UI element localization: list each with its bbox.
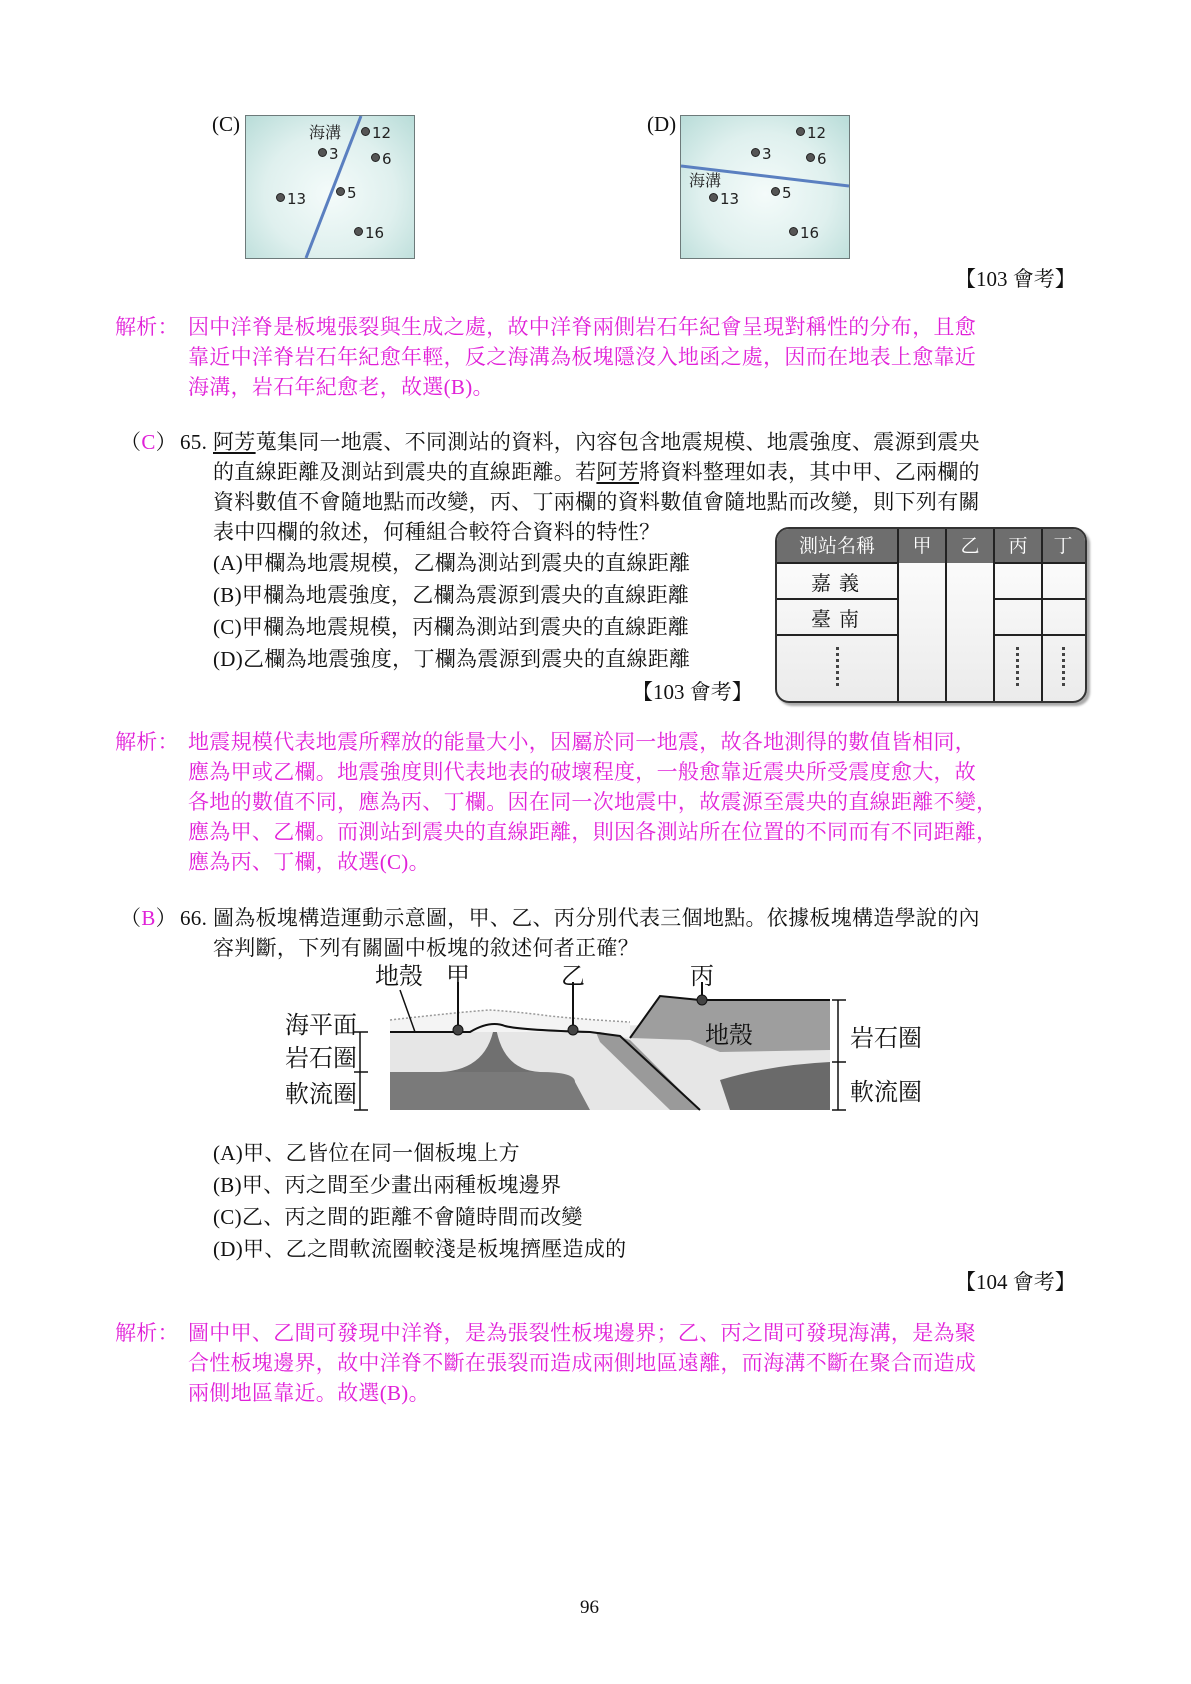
question-text: 蒐集同一地震、不同測站的資料，內容包含地震規模、地震強度、震源到震央 bbox=[255, 430, 980, 454]
bracket-open: （ bbox=[120, 906, 142, 930]
option-b: (B)甲、丙之間至少畫出兩種板塊邊界 bbox=[213, 1173, 562, 1197]
point-5: 5 bbox=[336, 184, 357, 202]
label-continental-crust: 地殼 bbox=[705, 1021, 753, 1049]
label-sea-level: 海平面 bbox=[285, 1011, 357, 1039]
label-lithosphere-right: 岩石圈 bbox=[850, 1024, 922, 1052]
answer-letter: C bbox=[141, 430, 156, 454]
option-c: (C)甲欄為地震規模，丙欄為測站到震央的直線距離 bbox=[213, 615, 690, 639]
point-6: 6 bbox=[371, 150, 392, 168]
point-3: 3 bbox=[751, 145, 772, 163]
explanation-prefix: 解析： bbox=[115, 730, 179, 754]
point-13: 13 bbox=[709, 190, 739, 208]
row-divider bbox=[993, 634, 1085, 636]
header-jia: 甲 bbox=[912, 535, 932, 557]
question-line: 容判斷，下列有關圖中板塊的敘述何者正確？ bbox=[213, 936, 639, 960]
point-3: 3 bbox=[318, 145, 339, 163]
option-c: (C)乙、丙之間的距離不會隨時間而改變 bbox=[213, 1205, 583, 1229]
answer-bracket bbox=[120, 427, 177, 457]
column-divider bbox=[945, 529, 947, 701]
option-d-label: (D) bbox=[647, 112, 677, 136]
question-text: 的直線距離及測站到震央的直線距離。若 bbox=[213, 460, 597, 484]
label-asthenosphere-right: 軟流圈 bbox=[850, 1078, 922, 1106]
row-station-tainan: 臺南 bbox=[811, 607, 867, 631]
source-tag: 【103 會考】 bbox=[632, 680, 753, 704]
row-divider bbox=[777, 562, 897, 564]
question-line bbox=[213, 457, 980, 487]
explanation-line: 應為丙、丁欄，故選(C)。 bbox=[188, 850, 430, 874]
question-line: 圖為板塊構造運動示意圖，甲、乙、丙分別代表三個地點。依據板塊構造學說的內 bbox=[213, 906, 980, 930]
explanation-line: 海溝，岩石年紀愈老，故選(B)。 bbox=[188, 375, 494, 399]
option-a: (A)甲、乙皆位在同一個板塊上方 bbox=[213, 1141, 520, 1165]
point-6: 6 bbox=[806, 150, 827, 168]
explanation-prefix: 解析： bbox=[115, 1321, 179, 1345]
explanation-line: 兩側地區靠近。故選(B)。 bbox=[188, 1381, 430, 1405]
header-ding: 丁 bbox=[1053, 535, 1073, 557]
explanation-prefix: 解析： bbox=[115, 315, 179, 339]
bracket-close: ） bbox=[155, 430, 177, 454]
station-table bbox=[775, 527, 1087, 703]
option-c-label: (C) bbox=[212, 112, 240, 136]
explanation-line: 靠近中洋脊岩石年紀愈年輕，反之海溝為板塊隱沒入地函之處，因而在地表上愈靠近 bbox=[188, 345, 977, 369]
option-d: (D)乙欄為地震強度，丁欄為震源到震央的直線距離 bbox=[213, 647, 691, 671]
column-divider bbox=[993, 529, 995, 701]
person-name: 阿芳 bbox=[596, 460, 640, 484]
person-name: 阿芳 bbox=[213, 430, 256, 454]
plate-tectonics-diagram bbox=[285, 960, 922, 1120]
point-12: 12 bbox=[361, 124, 391, 142]
source-tag: 【103 會考】 bbox=[955, 267, 1076, 291]
answer-letter: B bbox=[141, 906, 156, 930]
bracket-close: ） bbox=[155, 906, 177, 930]
option-a: (A)甲欄為地震規模，乙欄為測站到震央的直線距離 bbox=[213, 551, 691, 575]
explanation-line: 地震規模代表地震所釋放的能量大小，因屬於同一地震，故各地測得的數值皆相同， bbox=[188, 730, 977, 754]
trench-label: 海溝 bbox=[689, 171, 722, 190]
label-point-yi: 乙 bbox=[561, 962, 585, 990]
source-tag: 【104 會考】 bbox=[955, 1270, 1076, 1294]
explanation-line: 因中洋脊是板塊張裂與生成之處，故中洋脊兩側岩石年紀會呈現對稱性的分布，且愈 bbox=[188, 315, 977, 339]
column-divider bbox=[1041, 529, 1043, 701]
explanation-line: 合性板塊邊界，故中洋脊不斷在張裂而造成兩側地區遠離，而海溝不斷在聚合而造成 bbox=[188, 1351, 977, 1375]
explanation-line: 應為甲、乙欄。而測站到震央的直線距離，則因各測站所在位置的不同而有不同距離， bbox=[188, 820, 998, 844]
row-divider bbox=[777, 598, 897, 600]
label-asthenosphere: 軟流圈 bbox=[285, 1080, 357, 1108]
option-b: (B)甲欄為地震強度，乙欄為震源到震央的直線距離 bbox=[213, 583, 690, 607]
question-number: 66. bbox=[180, 906, 208, 930]
explanation-line: 應為甲或乙欄。地震強度則代表地表的破壞程度，一般愈靠近震央所受震度愈大，故 bbox=[188, 760, 977, 784]
map-option-c bbox=[245, 115, 415, 259]
explanation-line: 各地的數值不同，應為丙、丁欄。因在同一次地震中，故震源至震央的直線距離不變， bbox=[188, 790, 998, 814]
bracket-open: （ bbox=[120, 430, 142, 454]
ellipsis-icon bbox=[836, 647, 839, 687]
label-crust: 地殼 bbox=[375, 962, 423, 990]
row-station-chiayi: 嘉義 bbox=[811, 571, 867, 595]
question-line: 表中四欄的敘述，何種組合較符合資料的特性？ bbox=[213, 520, 661, 544]
ellipsis-icon bbox=[1062, 647, 1065, 687]
label-point-jia: 甲 bbox=[446, 962, 470, 990]
ellipsis-icon bbox=[1016, 647, 1019, 687]
point-5: 5 bbox=[771, 184, 792, 202]
trench-label: 海溝 bbox=[309, 123, 342, 142]
row-divider bbox=[993, 562, 1085, 564]
row-divider bbox=[993, 598, 1085, 600]
point-16: 16 bbox=[354, 224, 384, 242]
question-line bbox=[213, 427, 980, 457]
header-station-name: 測站名稱 bbox=[798, 535, 875, 557]
page-number: 96 bbox=[580, 1597, 599, 1618]
label-point-bing: 丙 bbox=[690, 962, 714, 990]
explanation-line: 圖中甲、乙間可發現中洋脊，是為張裂性板塊邊界；乙、丙之間可發現海溝，是為聚 bbox=[188, 1321, 977, 1345]
point-16: 16 bbox=[789, 224, 819, 242]
header-bing: 丙 bbox=[1008, 535, 1028, 557]
label-lithosphere: 岩石圈 bbox=[285, 1044, 357, 1072]
point-13: 13 bbox=[276, 190, 306, 208]
header-yi: 乙 bbox=[960, 535, 980, 557]
question-number: 65. bbox=[180, 430, 208, 454]
answer-bracket bbox=[120, 903, 177, 933]
option-d: (D)甲、乙之間軟流圈較淺是板塊擠壓造成的 bbox=[213, 1237, 627, 1261]
map-option-d bbox=[680, 115, 850, 259]
row-divider bbox=[777, 634, 897, 636]
question-line: 資料數值不會隨地點而改變，丙、丁兩欄的資料數值會隨地點而改變，則下列有關 bbox=[213, 490, 980, 514]
question-text: 將資料整理如表，其中甲、乙兩欄的 bbox=[639, 460, 980, 484]
point-12: 12 bbox=[796, 124, 826, 142]
